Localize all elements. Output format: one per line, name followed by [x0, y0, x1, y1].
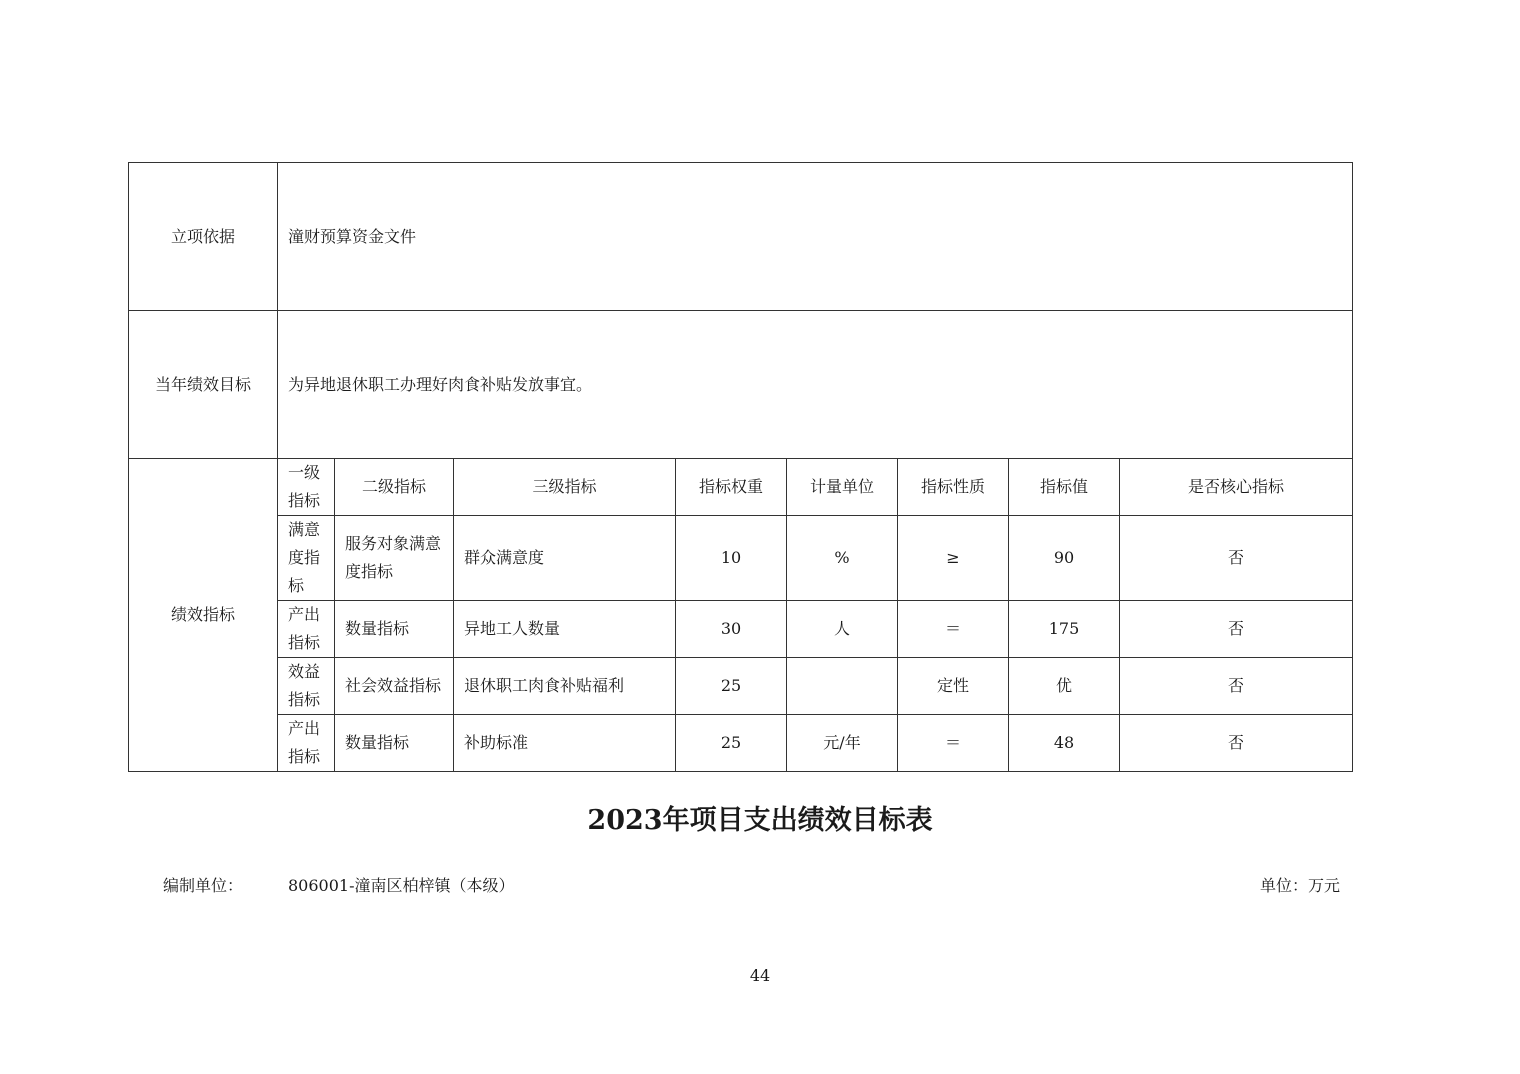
row-core: 否 [1120, 658, 1353, 715]
basis-row [129, 163, 1353, 311]
row-nature: ≥ [898, 516, 1009, 601]
header-level1: 一级指标 [278, 459, 335, 516]
row-nature: ＝ [898, 601, 1009, 658]
row-weight: 30 [676, 601, 787, 658]
header-nature: 指标性质 [898, 459, 1009, 516]
row-level3: 群众满意度 [454, 516, 676, 601]
annual-goal-value: 为异地退休职工办理好肉食补贴发放事宜。 [278, 311, 1353, 459]
row-level1: 产出指标 [278, 715, 335, 772]
row-nature: ＝ [898, 715, 1009, 772]
indicator-header-row [129, 459, 1353, 516]
row-weight: 10 [676, 516, 787, 601]
table-row [129, 601, 1353, 658]
row-level2: 社会效益指标 [335, 658, 454, 715]
table-row [129, 516, 1353, 601]
section-title: 2023年项目支出绩效目标表 [587, 805, 933, 836]
row-weight: 25 [676, 715, 787, 772]
row-unit: 人 [787, 601, 898, 658]
row-core: 否 [1120, 601, 1353, 658]
performance-target-table [128, 162, 1353, 772]
row-unit: 元/年 [787, 715, 898, 772]
row-level3: 退休职工肉食补贴福利 [454, 658, 676, 715]
compiler-value: 806001-潼南区柏梓镇（本级） [288, 876, 515, 895]
header-level3: 三级指标 [454, 459, 676, 516]
row-value: 175 [1009, 601, 1120, 658]
row-level3: 异地工人数量 [454, 601, 676, 658]
row-core: 否 [1120, 715, 1353, 772]
annual-goal-label: 当年绩效目标 [129, 311, 278, 459]
row-level3: 补助标准 [454, 715, 676, 772]
basis-value: 潼财预算资金文件 [278, 163, 1353, 311]
row-value: 90 [1009, 516, 1120, 601]
row-level1: 效益指标 [278, 658, 335, 715]
indicators-label: 绩效指标 [129, 459, 278, 772]
row-unit [787, 658, 898, 715]
compiler-label: 编制单位： [163, 876, 244, 895]
header-unit: 计量单位 [787, 459, 898, 516]
header-weight: 指标权重 [676, 459, 787, 516]
header-value: 指标值 [1009, 459, 1120, 516]
row-value: 48 [1009, 715, 1120, 772]
row-level1: 满意度指标 [278, 516, 335, 601]
page-number: 44 [749, 966, 771, 985]
table-row [129, 715, 1353, 772]
row-level2: 服务对象满意度指标 [335, 516, 454, 601]
header-core: 是否核心指标 [1120, 459, 1353, 516]
row-weight: 25 [676, 658, 787, 715]
row-core: 否 [1120, 516, 1353, 601]
basis-label: 立项依据 [129, 163, 278, 311]
table-row [129, 658, 1353, 715]
row-value: 优 [1009, 658, 1120, 715]
row-unit: % [787, 516, 898, 601]
annual-goal-row [129, 311, 1353, 459]
header-level2: 二级指标 [335, 459, 454, 516]
row-nature: 定性 [898, 658, 1009, 715]
currency-unit: 单位：万元 [1260, 876, 1341, 895]
row-level1: 产出指标 [278, 601, 335, 658]
row-level2: 数量指标 [335, 715, 454, 772]
row-level2: 数量指标 [335, 601, 454, 658]
